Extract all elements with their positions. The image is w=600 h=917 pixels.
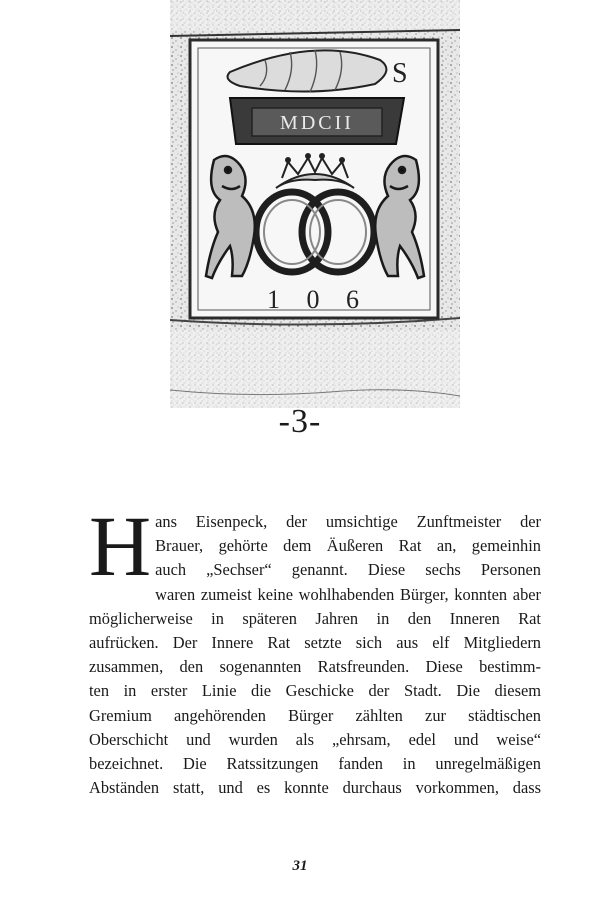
text-line: waren zumeist keine wohlhabenden Bürger, konnten aber bbox=[155, 584, 541, 604]
text-line: auch „Sechser“ genannt. Diese sechs Personen bbox=[155, 560, 541, 580]
chapter-body-text bbox=[89, 498, 541, 800]
date-cartouche bbox=[230, 98, 404, 144]
roman-numeral-date: MDCII bbox=[280, 112, 354, 134]
text-line: Oberschicht und wurden als „ehrsam, edel und weise“ bbox=[89, 729, 541, 749]
text-line: Brauer, gehörte dem Äußeren Rat an, gemeinhin bbox=[155, 536, 541, 556]
text-line: aufrücken. Der Innere Rat setzte sich aus elf Mitgliedern bbox=[89, 633, 541, 653]
chapter-number: -3- bbox=[278, 403, 322, 440]
text-line: Gremium angehörenden Bürger zählten zur städtischen bbox=[89, 705, 541, 725]
stone-relief-illustration bbox=[170, 0, 460, 408]
corner-letter: S bbox=[392, 58, 408, 89]
page-number: 31 bbox=[292, 858, 308, 874]
text-line: Abständen statt, und es konnte durchaus vorkommen, dass bbox=[89, 778, 541, 798]
text-line: ten in erster Linie die Geschicke der Stadt. Die diesem bbox=[89, 681, 541, 701]
text-line: bezeichnet. Die Ratssitzungen fanden in unregelmäßigen bbox=[89, 754, 541, 774]
text-line: zusammen, den sogenannten Ratsfreunden. Diese bestimm- bbox=[89, 657, 541, 677]
text-line: ans Eisenpeck, der umsichtige Zunftmeister der bbox=[155, 512, 541, 531]
text-line: möglicherweise in späteren Jahren in den Inneren Rat bbox=[89, 608, 541, 628]
bottom-digits: 1 0 6 bbox=[267, 285, 369, 314]
drop-cap: H bbox=[89, 498, 152, 594]
